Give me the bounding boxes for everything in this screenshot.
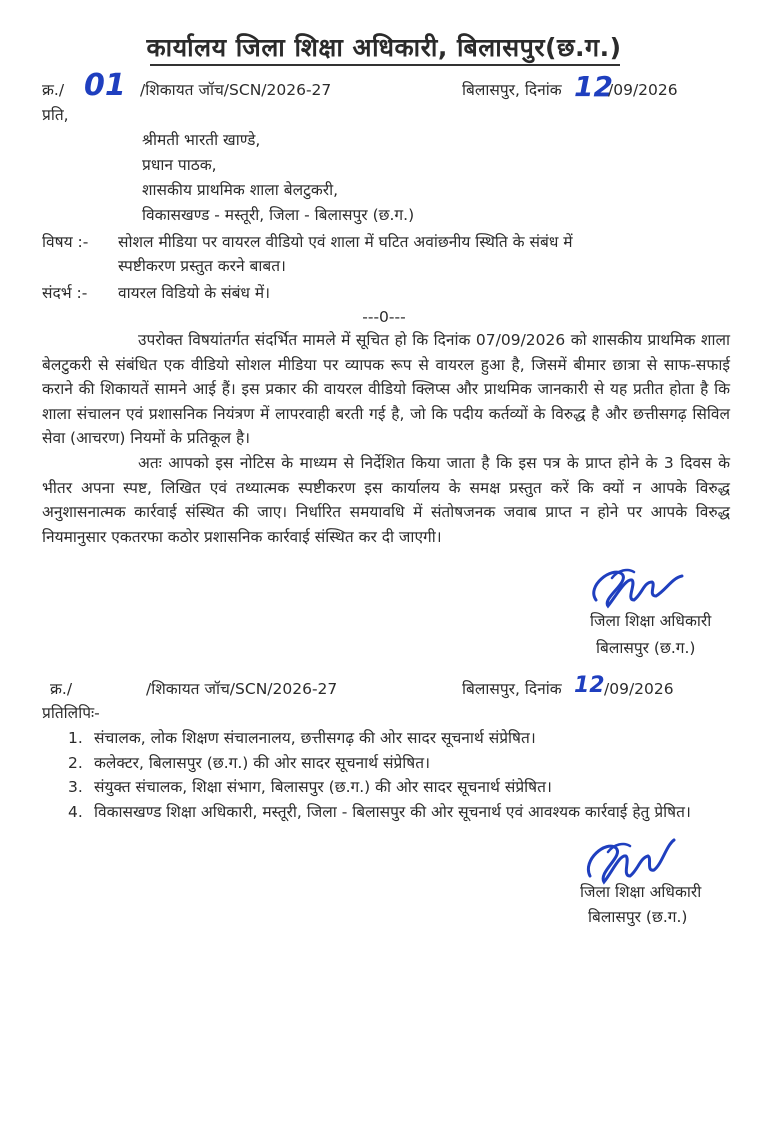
cc-list <box>68 726 728 824</box>
handwritten-date-day: 12 <box>574 70 613 103</box>
body-paragraph-2: अतः आपको इस नोटिस के माध्यम से निर्देशित किया जाता है कि इस पत्र के प्राप्त होने के 3 दिवस के भीतर अपना स्पष्ट, लिखित एवं तथ्यात्मक स्पष्टीकरण इस कार्यालय के समक्ष प्रस्तुत करें कि क्यों न आपके विरुद्ध अनुशासनात्मक कार्रवाई संस्थित की जाए। निर्धारित समयावधि में संतोषजनक जवाब प्राप्त न होने पर आपके विरुद्ध नियमानुसार एकतरफा कठोर प्रशासनिक कार्रवाई संस्थित कर दी जाएगी। <box>42 454 730 546</box>
signatory-place: बिलासपुर (छ.ग.) <box>596 639 696 657</box>
list-number: 1. <box>68 729 83 747</box>
place-date-label: बिलासपुर, दिनांक <box>462 81 562 99</box>
to-label: प्रति, <box>42 106 69 124</box>
list-text: विकासखण्ड शिक्षा अधिकारी, मस्तूरी, जिला - बिलासपुर की ओर सूचनार्थ एवं आवश्यक कार्रवाई हेतु प्रेषित। <box>94 802 691 821</box>
list-item <box>68 775 728 800</box>
list-number: 2. <box>68 753 83 772</box>
list-number: 4. <box>68 802 83 821</box>
office-title: कार्यालय जिला शिक्षा अधिकारी, बिलासपुर(छ.ग.) <box>146 33 622 62</box>
body-paragraph-1: उपरोक्त विषयांतर्गत संदर्भित मामले में सूचित हो कि दिनांक 07/09/2026 को शासकीय प्राथमिक शाला बेलटुकरी से संबंधित एक वीडियो सोशल मीडिया पर व्यापक रूप से वायरल हुआ है, जिसमें बीमार छात्रा से साफ-सफाई कराने की शिकायतें सामने आई हैं। इस प्रकार की वायरल वीडियो क्लिप्स और प्राथमिक जानकारी से यह प्रतीत होता है कि शाला संचालन एवं प्रशासनिक नियंत्रण में लापरवाही बरती गई है, जो कि पदीय कर्तव्यों के विरुद्ध है और छत्तीसगढ़ सिविल सेवा (आचरण) नियमों के प्रतिकूल है। <box>42 331 730 448</box>
list-text: संयुक्त संचालक, शिक्षा संभाग, बिलासपुर (छ.ग.) की ओर सादर सूचनार्थ संप्रेषित। <box>94 778 552 796</box>
signatory-title: जिला शिक्षा अधिकारी <box>590 612 712 630</box>
recipient-line: विकासखण्ड - मस्तूरी, जिला - बिलासपुर (छ.ग.) <box>142 206 415 224</box>
ref-prefix: क्र./ <box>42 81 65 99</box>
copy-ref-prefix: क्र./ <box>50 680 73 698</box>
signature <box>580 832 680 888</box>
copy-handwritten-date-day: 12 <box>574 673 605 698</box>
reference-text: वायरल विडियो के संबंध में। <box>118 284 271 302</box>
list-item <box>68 751 728 776</box>
handwritten-ref-number: 01 <box>84 68 126 103</box>
list-item <box>68 800 728 825</box>
list-item <box>68 726 728 751</box>
copy-signatory-place: बिलासपुर (छ.ग.) <box>588 908 688 926</box>
recipient-line: श्रीमती भारती खाण्डे, <box>142 131 261 149</box>
ref-code: /शिकायत जॉच/SCN/2026-27 <box>140 81 332 99</box>
subject-text: सोशल मीडिया पर वायरल वीडियो एवं शाला में घटित अवांछनीय स्थिति के संबंध में <box>118 233 573 251</box>
copy-signatory-title: जिला शिक्षा अधिकारी <box>580 883 702 901</box>
copy-ref-code: /शिकायत जॉच/SCN/2026-27 <box>146 680 338 698</box>
separator: ---0--- <box>362 308 406 326</box>
recipient-line: शासकीय प्राथमिक शाला बेलटुकरी, <box>142 181 339 199</box>
subject-label: विषय :- <box>42 233 89 251</box>
title-underline <box>150 64 620 66</box>
copy-date-rest: /09/2026 <box>604 680 674 698</box>
cc-label: प्रतिलिपिः- <box>42 704 100 722</box>
subject-text-continued: स्पष्टीकरण प्रस्तुत करने बाबत। <box>118 257 286 275</box>
date-rest: /09/2026 <box>608 81 678 99</box>
list-text: कलेक्टर, बिलासपुर (छ.ग.) की ओर सादर सूचनार्थ संप्रेषित। <box>94 753 430 772</box>
reference-label: संदर्भ :- <box>42 284 88 302</box>
signature <box>582 560 692 612</box>
list-text: संचालक, लोक शिक्षण संचालनालय, छत्तीसगढ़ की ओर सादर सूचनार्थ संप्रेषित। <box>94 729 536 747</box>
list-number: 3. <box>68 778 83 796</box>
recipient-line: प्रधान पाठक, <box>142 156 217 174</box>
copy-place-date-label: बिलासपुर, दिनांक <box>462 680 562 698</box>
